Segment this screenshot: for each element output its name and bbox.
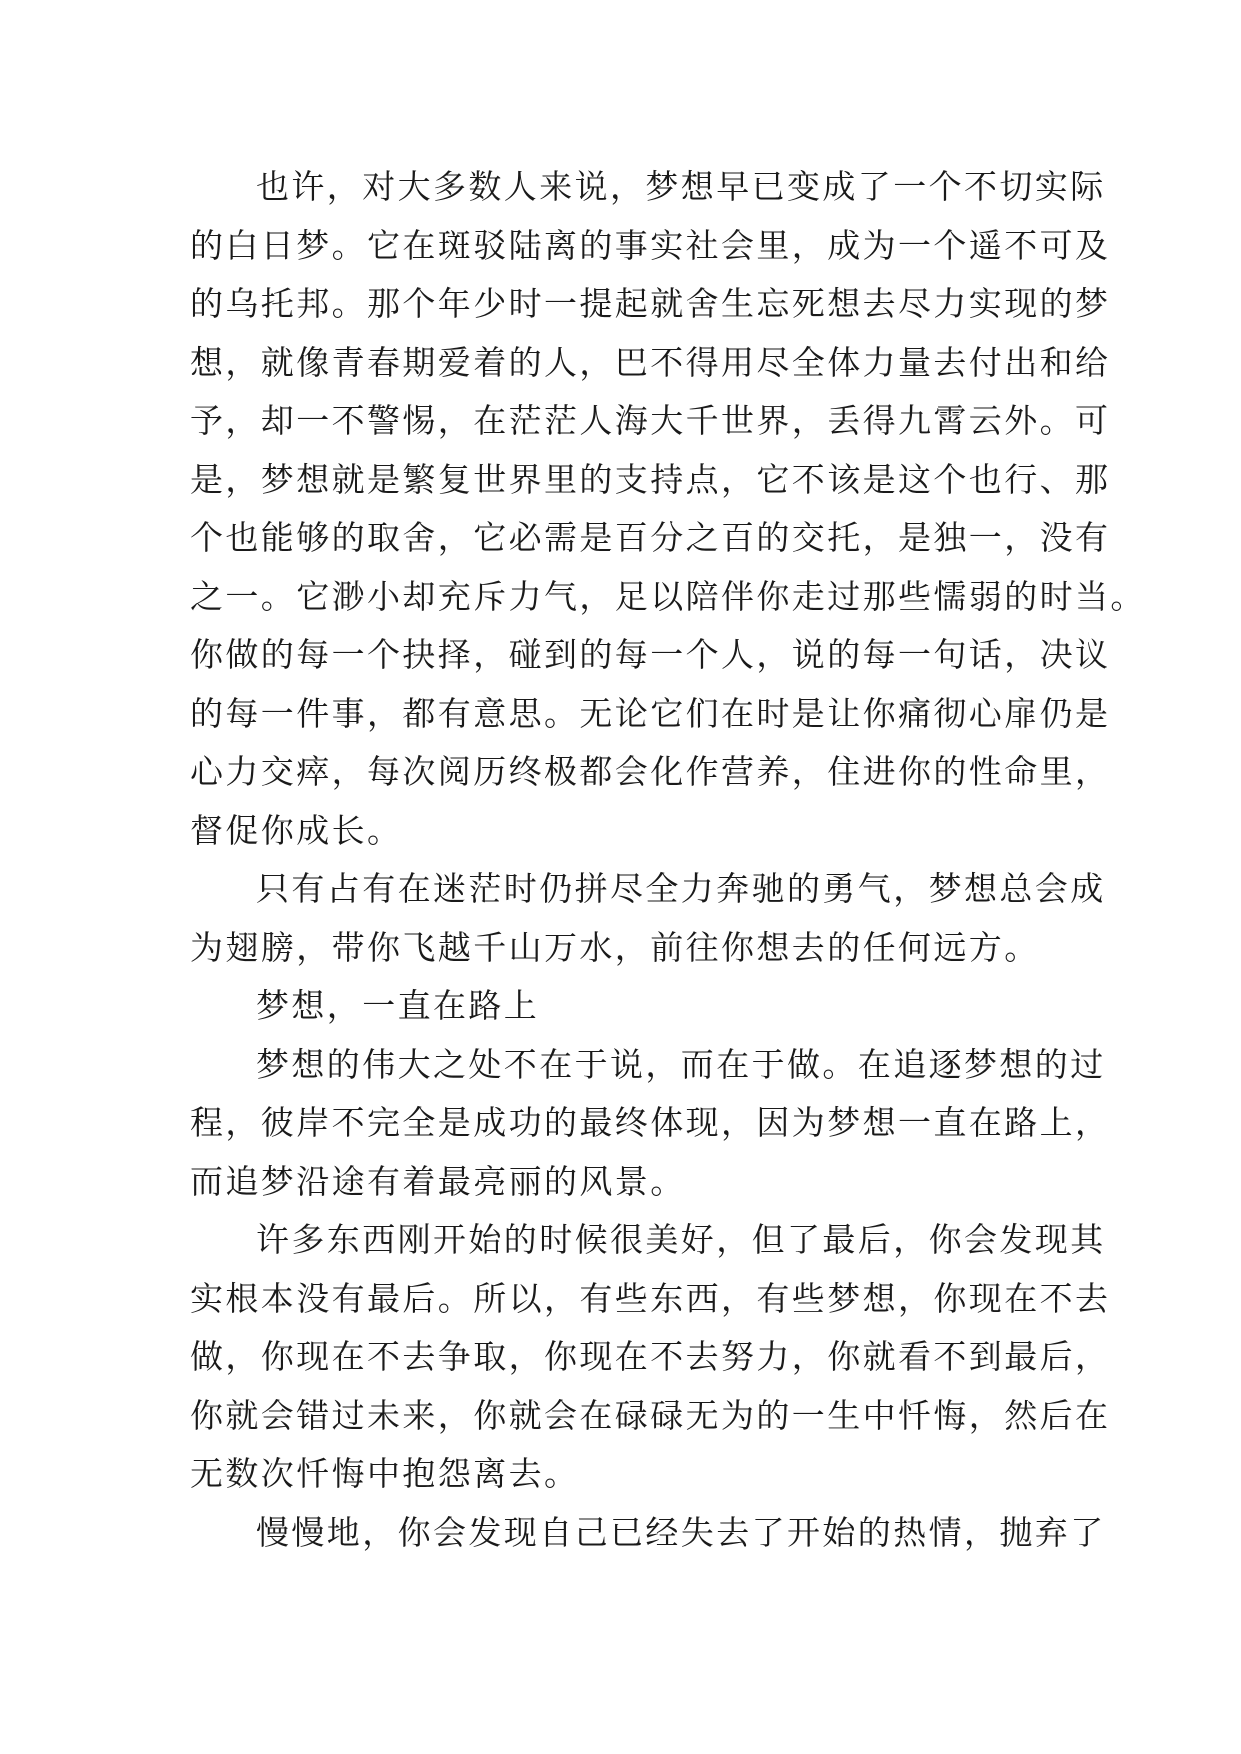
text-line: 梦想，一直在路上 <box>256 986 540 1025</box>
text-line: 是，梦想就是繁复世界里的支持点，它不该是这个也行、那 <box>190 459 1111 499</box>
text-line: 程，彼岸不完全是成功的最终体现，因为梦想一直在路上， <box>190 1103 1111 1142</box>
paragraph <box>190 1211 1111 1504</box>
text-line: 无数次忏悔中抱怨离去。 <box>190 1454 580 1493</box>
text-line: 你做的每一个抉择，碰到的每一个人，说的每一句话，决议 <box>190 635 1111 674</box>
document-body <box>190 158 1146 1562</box>
text-line: 也许，对大多数人来说，梦想早已变成了一个不切实际 <box>256 167 1106 206</box>
text-line: 心力交瘁，每次阅历终极都会化作营养，住进你的性命里， <box>190 752 1111 791</box>
paragraph <box>190 1504 1106 1563</box>
text-line: 为翅膀，带你飞越千山万水，前往你想去的任何远方。 <box>190 927 1040 967</box>
paragraph <box>190 158 1146 860</box>
paragraph <box>190 977 1050 1036</box>
text-line: 许多东西刚开始的时候很美好，但了最后，你会发现其 <box>256 1220 1106 1259</box>
text-line: 做，你现在不去争取，你现在不去努力，你就看不到最后， <box>190 1337 1111 1376</box>
text-line: 想，就像青春期爱着的人，巴不得用尽全体力量去付出和给 <box>190 342 1111 382</box>
text-line: 的每一件事，都有意思。无论它们在时是让你痛彻心扉仍是 <box>190 693 1111 733</box>
paragraph <box>190 860 1106 977</box>
text-line: 督促你成长。 <box>190 810 403 850</box>
text-line: 的白日梦。它在斑驳陆离的事实社会里，成为一个遥不可及 <box>190 225 1111 265</box>
paragraph <box>190 1036 1111 1212</box>
text-line: 之一。它渺小却充斥力气，足以陪伴你走过那些懦弱的时当。 <box>190 576 1146 616</box>
text-line: 梦想的伟大之处不在于说，而在于做。在追逐梦想的过 <box>256 1044 1106 1084</box>
text-line: 的乌托邦。那个年少时一提起就舍生忘死想去尽力实现的梦 <box>190 284 1111 323</box>
text-line: 个也能够的取舍，它必需是百分之百的交托，是独一，没有 <box>190 518 1111 557</box>
text-line: 予，却一不警惕，在茫茫人海大千世界，丢得九霄云外。可 <box>190 401 1111 440</box>
text-line: 你就会错过未来，你就会在碌碌无为的一生中忏悔，然后在 <box>190 1395 1111 1435</box>
text-line: 而追梦沿途有着最亮丽的风景。 <box>190 1161 686 1201</box>
text-line: 实根本没有最后。所以，有些东西，有些梦想，你现在不去 <box>190 1278 1111 1318</box>
text-line: 慢慢地，你会发现自己已经失去了开始的热情，抛弃了 <box>256 1512 1106 1552</box>
text-line: 只有占有在迷茫时仍拼尽全力奔驰的勇气，梦想总会成 <box>256 869 1106 908</box>
